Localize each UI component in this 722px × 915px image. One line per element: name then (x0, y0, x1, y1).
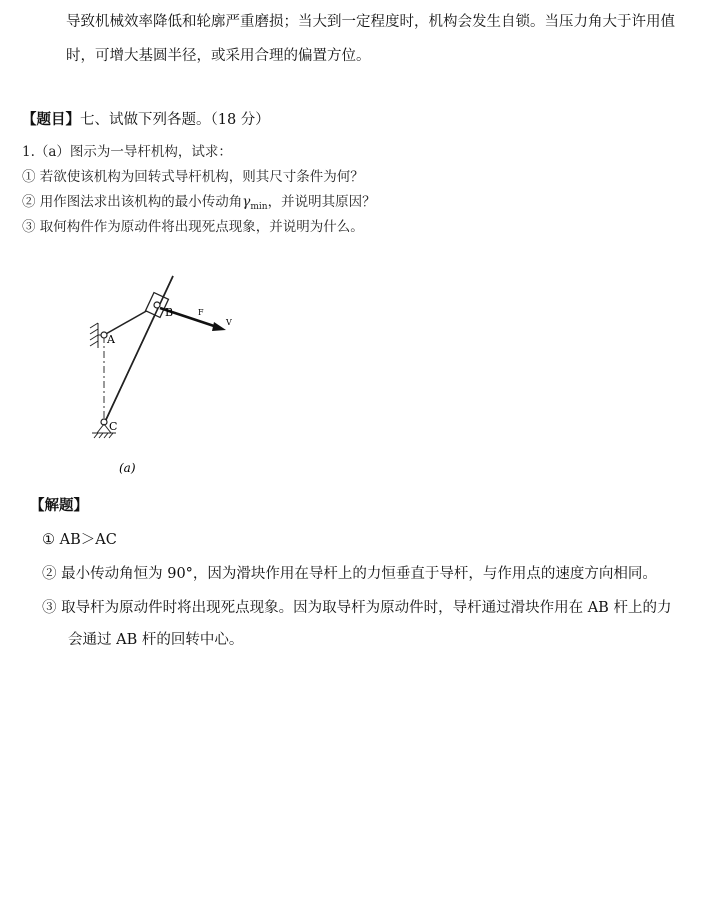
arrow-head (212, 322, 226, 331)
paragraph-line-1: 导致机械效率降低和轮廓严重磨损；当大到一定程度时，机构会发生自锁。当压力角大于许用值 (66, 14, 675, 30)
gamma-subscript: min (250, 202, 268, 212)
answer-item-2: ② 最小传动角恒为 90°，因为滑块作用在导杆上的力恒垂直于导杆，与作用点的速度方向相同。 (42, 566, 657, 582)
label-v: V (226, 318, 232, 327)
question-item-2 (22, 190, 376, 212)
gamma-symbol: γ (242, 194, 251, 210)
answer-item-3-continued: 会通过 AB 杆的回转中心。 (68, 632, 244, 648)
question-item-2-tail: ，并说明其原因？ (267, 194, 376, 210)
question-item-2-text: ② 用作图法求出该机构的最小传动角 (22, 194, 243, 210)
label-f: F (198, 308, 204, 317)
label-b: B (165, 306, 174, 319)
answer-item-3: ③ 取导杆为原动件时将出现死点现象。因为取导杆为原动件时，导杆通过滑块作用在 AB 杆上的力 (42, 600, 672, 616)
question-title: 七、试做下列各题。（18 分） (80, 112, 270, 128)
label-c: C (109, 420, 118, 433)
label-a: A (107, 333, 115, 346)
figure-caption: (a) (119, 461, 136, 475)
answer-item-1: ① AB＞AC (42, 532, 117, 548)
mechanism-figure (80, 268, 250, 478)
answer-heading: 【解题】 (30, 497, 88, 514)
question-heading (22, 108, 270, 129)
question-intro: 1.（a）图示为一导杆机构，试求： (22, 144, 232, 160)
question-tag: 【题目】 (22, 111, 80, 128)
question-item-3: ③ 取何构件作为原动件将出现死点现象，并说明为什么。 (22, 219, 364, 235)
paragraph-line-2: 时，可增大基圆半径，或采用合理的偏置方位。 (66, 48, 371, 64)
guide-bar-mechanism-diagram (80, 268, 250, 478)
pin-b (154, 302, 160, 308)
question-item-1: ① 若欲使该机构为回转式导杆机构，则其尺寸条件为何？ (22, 169, 364, 185)
